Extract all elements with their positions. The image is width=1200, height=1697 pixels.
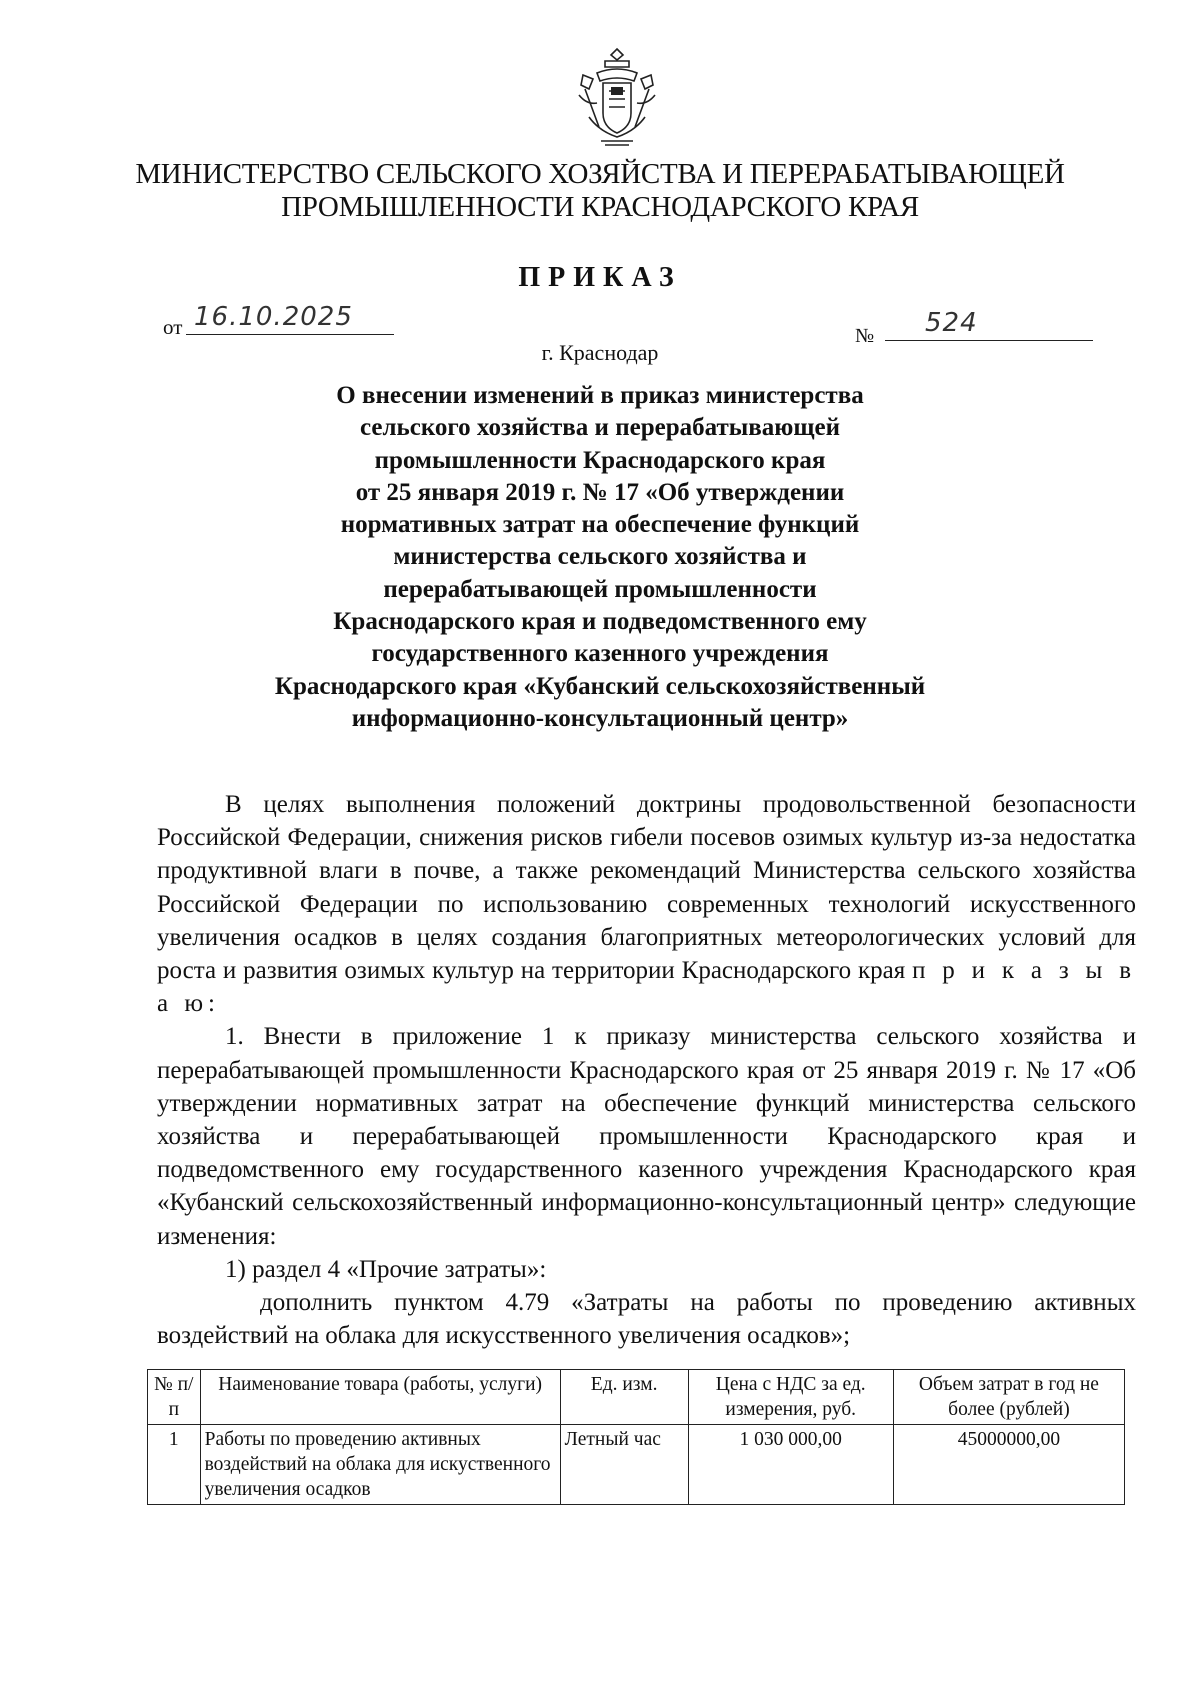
preamble-text: В целях выполнения положений доктрины продовольственной безопасности Российской Федерации, снижения рисков гибели посевов озимых культур из-за недостатка продуктивной влаги в почве, а также рекомендаций Министерства сельского хозяйства Российской Федерации по использованию современных технологий искусственного увеличения осадков в целях создания благоприятных метеорологических условий для роста и развития озимых культур на территории Краснодарского края	[157, 791, 1136, 985]
sub-item-1-text: дополнить пунктом 4.79 «Затраты на работы по проведению активных воздействий на облака для искусственного увеличения осадков»;	[157, 1289, 1136, 1350]
subject-line: информационно-консультационный центр»	[351, 704, 849, 732]
ministry-line-2: ПРОМЫШЛЕННОСТИ КРАСНОДАРСКОГО КРАЯ	[281, 191, 919, 223]
header-unit: Ед. изм.	[560, 1370, 688, 1425]
cell-annual-volume: 45000000,00	[893, 1425, 1124, 1505]
date-label: от	[163, 315, 183, 339]
subject-line: перерабатывающей промышленности	[383, 575, 817, 603]
subject-line: промышленности Краснодарского края	[374, 446, 826, 474]
subject-line: О внесении изменений в приказ министерства	[336, 382, 864, 409]
subject-line: государственного казенного учреждения	[371, 640, 829, 668]
number-label: №	[855, 325, 875, 347]
ministry-line-1: МИНИСТЕРСТВО СЕЛЬСКОГО ХОЗЯЙСТВА И ПЕРЕРАБАТЫВАЮЩЕЙ	[135, 158, 1065, 190]
subject-line: Краснодарского края «Кубанский сельскохозяйственный	[274, 672, 926, 700]
header-price: Цена с НДС за ед. измерения, руб.	[688, 1370, 893, 1425]
table-header-row	[148, 1370, 1125, 1425]
cell-item-name: Работы по проведению активных воздействий на облака для искуственного увеличения осадков	[200, 1425, 560, 1505]
subject-line: нормативных затрат на обеспечение функций	[340, 511, 860, 539]
preamble-paragraph	[157, 788, 1136, 1020]
number-field	[885, 302, 1093, 341]
order-word: п р и к а з ы в а ю:	[157, 957, 1136, 1018]
costs-table	[147, 1369, 1125, 1505]
handwritten-date: 16.10.2025	[194, 302, 353, 332]
sub-item-1: 1) раздел 4 «Прочие затраты»:	[225, 1255, 547, 1283]
city: г. Краснодар	[541, 340, 659, 365]
order-subject	[230, 380, 970, 735]
subject-line: министерства сельского хозяйства и	[393, 543, 807, 571]
item-1-paragraph: 1. Внести в приложение 1 к приказу министерства сельского хозяйства и перерабатывающей промышленности Краснодарского края от 25 января 2019 г. № 17 «Об утверждении нормативных затрат на обеспечение функций министерства сельского хозяйства и перерабатывающей промышленности Краснодарского края и подведомственного ему государственного казенного учреждения Краснодарского края «Кубанский сельскохозяйственный информационно-консультационный центр» следующие изменения:	[157, 1023, 1136, 1250]
ministry-name	[100, 158, 1100, 224]
subject-line: сельского хозяйства и перерабатывающей	[360, 414, 840, 442]
header-number: № п/п	[148, 1370, 201, 1425]
handwritten-number: 524	[925, 308, 978, 338]
header-item-name: Наименование товара (работы, услуги)	[200, 1370, 560, 1425]
order-title: ПРИКАЗ	[518, 262, 682, 293]
header-annual-volume: Объем затрат в год не более (рублей)	[893, 1370, 1124, 1425]
subject-line: от 25 января 2019 г. № 17 «Об утверждении	[355, 478, 845, 506]
order-body	[157, 788, 1136, 1352]
cell-unit: Летный час	[560, 1425, 688, 1505]
cell-price: 1 030 000,00	[688, 1425, 893, 1505]
table-row	[148, 1425, 1125, 1505]
cell-number: 1	[148, 1425, 201, 1505]
date-field	[186, 296, 394, 335]
coat-of-arms-icon	[575, 45, 659, 150]
subject-line: Краснодарского края и подведомственного ему	[333, 608, 867, 636]
